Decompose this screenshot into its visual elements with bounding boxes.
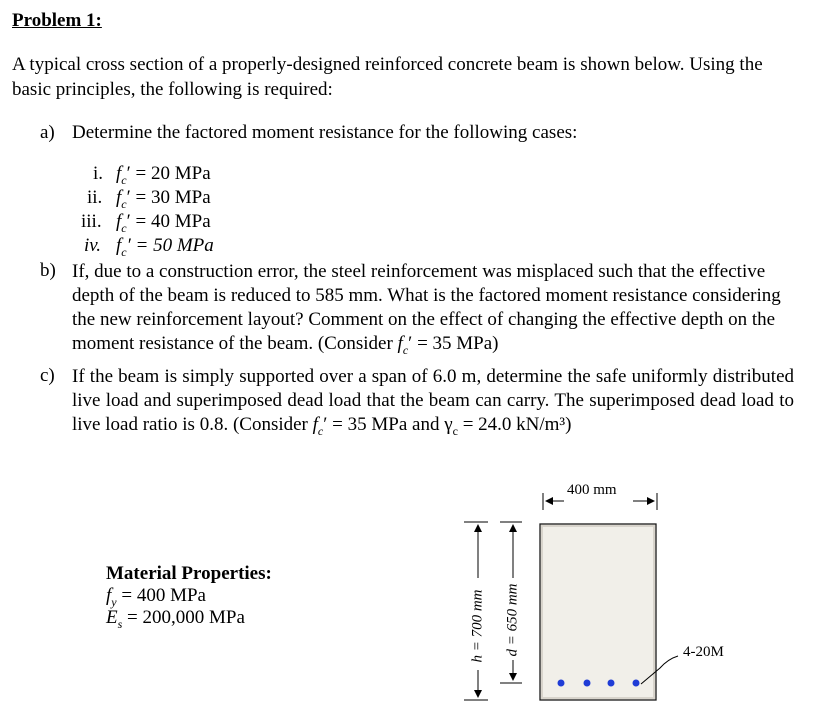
rebar	[633, 680, 640, 687]
case-num: i.	[93, 163, 104, 184]
concrete-section	[540, 524, 656, 700]
case-num: iv.	[84, 235, 102, 256]
width-label: 400 mm	[567, 482, 617, 498]
part-a-text: Determine the factored moment resistance for the following cases:	[72, 122, 578, 143]
part-c-text: If the beam is simply supported over a span of 6.0 m, determine the safe uniformly distributed live load and superimposed dead load that the beam can carry. The superimposed dead load to live load ratio is 0.8. (Consider $f_c' = 35$ MPa and $\gamma_c = 24.0$ kN/m³)	[72, 366, 794, 438]
part-b-label: b)	[40, 260, 56, 281]
case-item: $f_c' = 20$ MPa	[116, 163, 211, 187]
material-es: $E_s = 200,000$ MPa	[106, 607, 245, 631]
case-item: $f_c' = 40$ MPa	[116, 211, 211, 235]
case-num: ii.	[87, 187, 103, 208]
part-c-label: c)	[40, 365, 55, 386]
material-fy: $f_y = 400$ MPa	[106, 585, 206, 609]
part-a-label: a)	[40, 122, 55, 143]
h-label: h = 700 mm	[469, 589, 486, 663]
case-item: $f_c' = 50$ MPa	[116, 235, 214, 259]
problem-intro: A typical cross section of a properly-designed reinforced concrete beam is shown below. Using the basic principles, the following is required:	[12, 54, 763, 100]
d-label: d = 650 mm	[504, 583, 521, 657]
rebar	[584, 680, 591, 687]
part-b-text: If, due to a construction error, the steel reinforcement was misplaced such that the effective depth of the beam is reduced to 585 mm. What is the factored moment resistance considering the new reinforcement layout? Comment on the effect of changing the effective depth on the moment resistance of the beam. (Consider $f_c' = 35$ MPa)	[72, 261, 781, 357]
problem-title: Problem 1:	[12, 10, 102, 31]
rebar	[558, 680, 565, 687]
rebar-label: 4-20M	[683, 644, 724, 660]
material-heading: Material Properties:	[106, 563, 272, 584]
rebar	[608, 680, 615, 687]
case-num: iii.	[81, 211, 102, 232]
case-item: $f_c' = 30$ MPa	[116, 187, 211, 211]
